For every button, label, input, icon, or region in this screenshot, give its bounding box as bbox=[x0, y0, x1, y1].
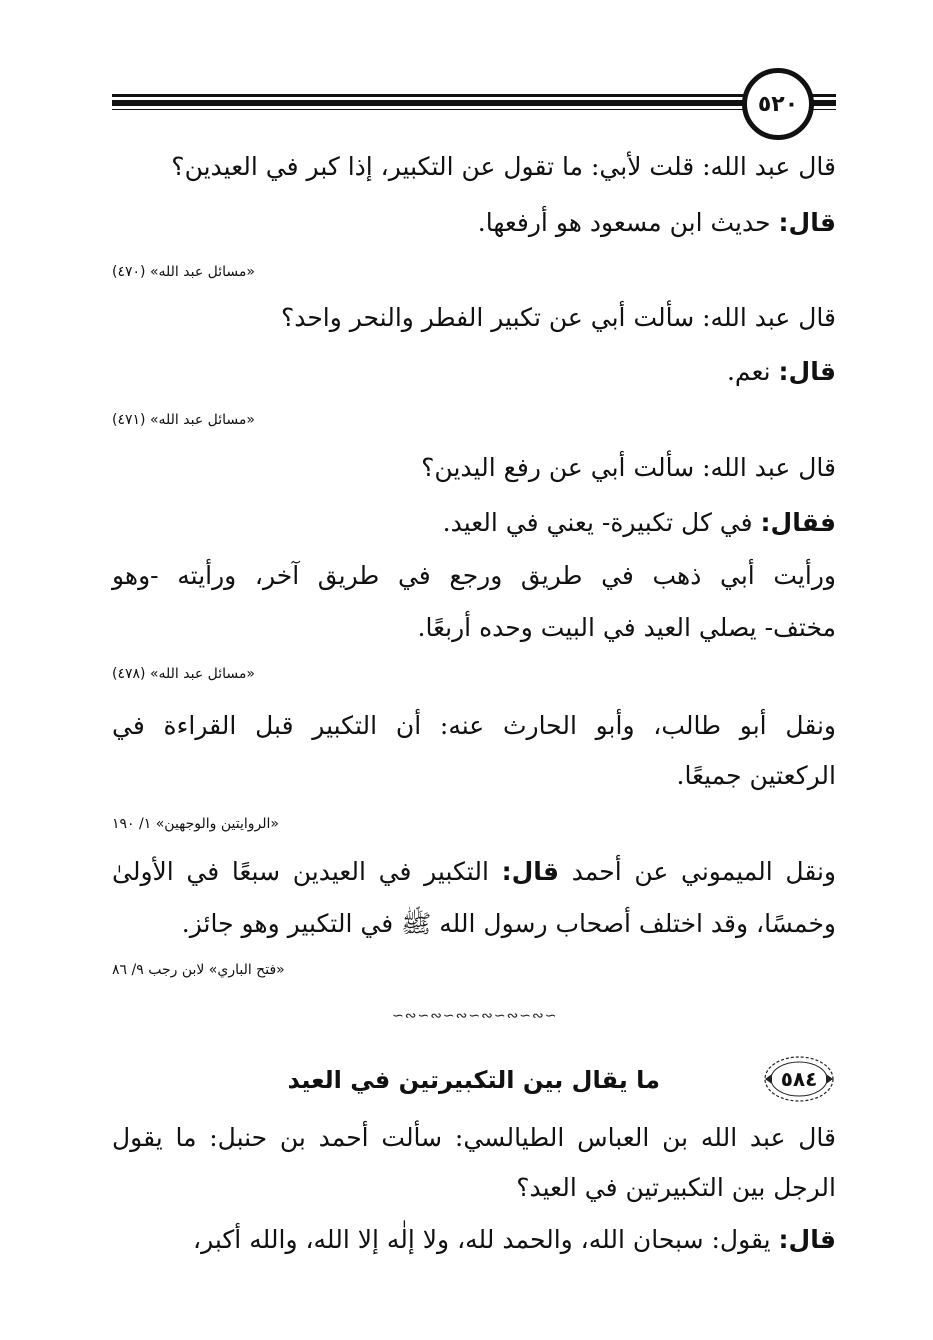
text-line bbox=[112, 852, 836, 892]
text-line: قال عبد الله: سألت أبي عن تكبير الفطر والنحر واحد؟ bbox=[280, 303, 836, 332]
text-line: قال عبد الله: قلت لأبي: ما تقول عن التكبير، إذا كبر في العيدين؟ bbox=[171, 152, 836, 181]
text-span: التكبير في العيدين سبعًا في الأولىٰ bbox=[112, 857, 502, 886]
text-line bbox=[112, 352, 836, 392]
text-span: حديث ابن مسعود هو أرفعها. bbox=[477, 208, 779, 237]
text-span: في كل تكبيرة- يعني في العيد. bbox=[442, 508, 761, 537]
text-line: قال عبد الله: سألت أبي عن رفع اليدين؟ bbox=[421, 453, 836, 482]
text-span: ونقل الميموني عن أحمد bbox=[559, 857, 836, 886]
speaker-label: فقال: bbox=[760, 508, 836, 537]
section-number: ٥٨٤ bbox=[780, 1067, 818, 1091]
citation: «مسائل عبد الله» (٤٧٨) bbox=[112, 666, 255, 682]
header-rule bbox=[112, 109, 760, 110]
text-line: وخمسًا، وقد اختلف أصحاب رسول الله ﷺ في التكبير وهو جائز. bbox=[181, 909, 836, 938]
text-span: نعم. bbox=[726, 357, 779, 386]
text-line bbox=[112, 203, 836, 243]
citation: «فتح الباري» لابن رجب ٩/ ٨٦ bbox=[112, 962, 285, 978]
speaker-label: قال: bbox=[501, 857, 560, 886]
citation: «الروايتين والوجهين» ١/ ١٩٠ bbox=[112, 816, 279, 832]
citation: «مسائل عبد الله» (٤٧٠) bbox=[112, 264, 255, 280]
header-rule bbox=[112, 94, 760, 97]
section-number-badge bbox=[762, 1054, 836, 1104]
text-line: قال عبد الله بن العباس الطيالسي: سألت أحمد بن حنبل: ما يقول bbox=[112, 1123, 836, 1152]
citation: «مسائل عبد الله» (٤٧١) bbox=[112, 412, 255, 428]
text-span: يقول: سبحان الله، والحمد لله، ولا إلٰه إلا الله، والله أكبر، bbox=[193, 1225, 779, 1254]
speaker-label: قال: bbox=[778, 208, 836, 237]
page-number: ٥٢٠ bbox=[742, 68, 814, 140]
ornament-divider: ∽∾∽∾∽∾∽∾∽∾∽∾∽ bbox=[392, 1008, 558, 1024]
speaker-label: قال: bbox=[778, 357, 836, 386]
header-rule bbox=[112, 100, 760, 106]
text-line: الركعتين جميعًا. bbox=[676, 761, 836, 790]
text-line bbox=[112, 503, 836, 543]
section-title: ما يقال بين التكبيرتين في العيد bbox=[287, 1066, 660, 1094]
text-line: مختف- يصلي العيد في البيت وحده أربعًا. bbox=[417, 613, 836, 642]
text-line: ونقل أبو طالب، وأبو الحارث عنه: أن التكبير قبل القراءة في bbox=[112, 711, 836, 740]
text-line: ورأيت أبي ذهب في طريق ورجع في طريق آخر، ورأيته -وهو bbox=[112, 561, 836, 590]
speaker-label: قال: bbox=[778, 1225, 836, 1254]
text-line: الرجل بين التكبيرتين في العيد؟ bbox=[516, 1173, 836, 1202]
text-line bbox=[112, 1220, 836, 1260]
